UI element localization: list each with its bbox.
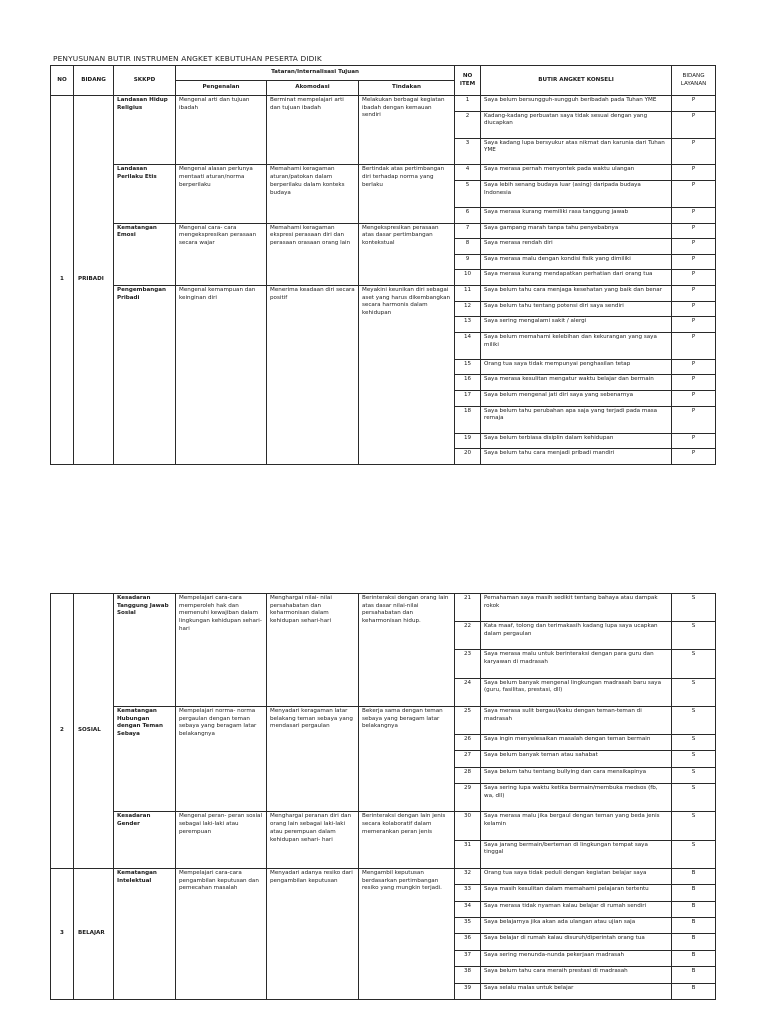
akomodasi-cell: Memahami keragaman ekspresi perasaan diri dan perasaan orasaan orang lain [267,223,359,286]
item-layanan: P [672,181,716,208]
table-row [51,868,716,884]
skkpd-cell: Pengembangan Pribadi [114,286,176,465]
tindakan-cell: Mengambil keputusan berdasarkan pertimbangan resiko yang mungkin terjadi. [359,868,455,999]
item-layanan: P [672,286,716,302]
item-layanan: P [672,111,716,138]
item-number: 28 [455,767,481,783]
item-text: Saya belajarnya jika akan ada ulangan atau ujian saja [481,917,672,933]
item-number: 12 [455,301,481,317]
document-title: PENYUSUNAN BUTIR INSTRUMEN ANGKET KEBUTUHAN PESERTA DIDIK [53,54,322,63]
item-text: Saya belum tahu perubahan apa saja yang terjadi pada masa remaja [481,406,672,433]
item-number: 10 [455,270,481,286]
tindakan-cell: Mengekspresikan perasaan atas dasar pertimbangan kontekstual [359,223,455,286]
section-number: 3 [51,868,74,999]
item-text: Saya belum tahu tentang potensi diri saya sendiri [481,301,672,317]
item-text: Saya kadang lupa bersyukur atas nikmat dan karunia dari Tuhan YME [481,138,672,165]
header-no-item: NO ITEM [455,66,481,96]
akomodasi-cell: Menghargai peranan diri dan orang lain sebagai laki-laki atau perempuan dalam kehidupan sehari- hari [267,812,359,868]
item-number: 39 [455,983,481,999]
pengenalan-cell: Mengenal peran- peran sosial sebagai laki-laki atau perempuan [176,812,267,868]
item-layanan: B [672,934,716,950]
item-text: Saya belum tahu cara menjaga kesehatan yang baik dan benar [481,286,672,302]
item-layanan: S [672,678,716,706]
table-row [51,706,716,734]
item-text: Saya lebih senang budaya luar (asing) daripada budaya Indonesia [481,181,672,208]
item-number: 18 [455,406,481,433]
skkpd-cell: Kematangan Intelektual [114,868,176,999]
item-text: Saya merasa kurang mendapatkan perhatian dari orang tua [481,270,672,286]
skkpd-cell: Landasan Hidup Religius [114,96,176,165]
item-layanan: P [672,301,716,317]
akomodasi-cell: Memahami keragaman aturan/patokan dalam berperilaku dalam konteks budaya [267,165,359,223]
pengenalan-cell: Mempelajari cara-cara memperoleh hak dan memenuhi kewajiban dalam lingkungan kehidupan sehari-hari [176,594,267,707]
item-layanan: S [672,784,716,812]
item-number: 25 [455,706,481,734]
skkpd-cell: Kesadaran Gender [114,812,176,868]
pengenalan-cell: Mengenal alasan perlunya mentaati aturan/norma berperilaku [176,165,267,223]
item-text: Kadang-kadang perbuatan saya tidak sesuai dengan yang diucapkan [481,111,672,138]
item-number: 23 [455,650,481,678]
header-bidang: BIDANG [74,66,114,96]
item-text: Saya jarang bermain/berteman di lingkungan tempat saya tinggal [481,840,672,868]
item-number: 17 [455,391,481,407]
item-layanan: S [672,812,716,840]
item-layanan: P [672,359,716,375]
item-text: Saya sering lupa waktu ketika bermain/membuka medsos (fb, wa, dll) [481,784,672,812]
item-text: Saya belum bersungguh-sungguh beribadah pada Tuhan YME [481,96,672,112]
pengenalan-cell: Mempelajari cara-cara pengambilan keputusan dan pemecahan masalah [176,868,267,999]
item-number: 15 [455,359,481,375]
item-layanan: S [672,767,716,783]
item-layanan: P [672,254,716,270]
item-text: Saya merasa malu dengan kondisi fisik yang dimiliki [481,254,672,270]
header-pengenalan: Pengenalan [176,81,267,96]
item-text: Saya belum banyak mengenal lingkungan madrasah baru saya (guru, fasilitas, prestasi, dll) [481,678,672,706]
item-number: 24 [455,678,481,706]
item-number: 5 [455,181,481,208]
skkpd-cell: Kesadaran Tanggung Jawab Sosial [114,594,176,707]
item-layanan: S [672,735,716,751]
skkpd-cell: Landasan Perilaku Etis [114,165,176,223]
item-number: 22 [455,622,481,650]
akomodasi-cell: Menghargai nilai- nilai persahabatan dan keharmonisan dalam kehidupan sehari-hari [267,594,359,707]
akomodasi-cell: Menyadari keragaman latar belakang teman sebaya yang mendasari pergaulan [267,706,359,812]
tindakan-cell: Bertindak atas pertimbangan diri terhadap norma yang berlaku [359,165,455,223]
item-number: 11 [455,286,481,302]
item-number: 1 [455,96,481,112]
item-layanan: P [672,317,716,333]
item-text: Saya ingin menyelesaikan masalah dengan teman bermain [481,735,672,751]
table-row [51,96,716,112]
instrument-table-page-1 [50,65,716,465]
item-layanan: S [672,751,716,767]
item-text: Kata maaf, tolong dan terimakasih kadang lupa saya ucapkan dalam pergaulan [481,622,672,650]
item-layanan: P [672,207,716,223]
item-number: 6 [455,207,481,223]
item-number: 16 [455,375,481,391]
item-layanan: P [672,223,716,239]
table-row [51,594,716,622]
item-layanan: P [672,406,716,433]
item-text: Saya belum tahu tentang bullying dan cara mensikapinya [481,767,672,783]
item-text: Saya belum tahu cara menjadi pribadi mandiri [481,449,672,465]
item-layanan: P [672,375,716,391]
header-no: NO [51,66,74,96]
item-text: Saya belum banyak teman atau sahabat [481,751,672,767]
skkpd-cell: Kematangan Hubungan dengan Teman Sebaya [114,706,176,812]
item-text: Saya selalu malas untuk belajar [481,983,672,999]
tindakan-cell: Berinteraksi dengan orang lain atas dasar nilai-nilai persahabatan dan keharmonisan hidup. [359,594,455,707]
header-tindakan: Tindakan [359,81,455,96]
item-number: 4 [455,165,481,181]
item-text: Saya belum memahami kelebihan dan kekurangan yang saya miliki [481,332,672,359]
item-number: 21 [455,594,481,622]
item-text: Saya merasa kurang memiliki rasa tanggung jawab [481,207,672,223]
item-text: Saya merasa sulit bergaul/kaku dengan teman-teman di madrasah [481,706,672,734]
item-layanan: B [672,885,716,901]
item-text: Saya merasa kesulitan mengatur waktu belajar dan bermain [481,375,672,391]
item-text: Saya merasa pernah menyontek pada waktu ulangan [481,165,672,181]
item-text: Saya sering menunda-nunda pekerjaan madrasah [481,950,672,966]
item-layanan: B [672,967,716,983]
item-layanan: P [672,165,716,181]
item-text: Pemahaman saya masih sedikit tentang bahaya atau dampak rokok [481,594,672,622]
item-layanan: S [672,594,716,622]
item-text: Saya gampang marah tanpa tahu penyebabnya [481,223,672,239]
item-text: Saya merasa malu jika bergaul dengan teman yang beda jenis kelamin [481,812,672,840]
item-number: 14 [455,332,481,359]
akomodasi-cell: Berminat mempelajari arti dan tujuan ibadah [267,96,359,165]
item-layanan: S [672,706,716,734]
item-layanan: P [672,270,716,286]
item-number: 7 [455,223,481,239]
section-bidang: BELAJAR [74,868,114,999]
table-row [51,223,716,239]
item-text: Saya merasa tidak nyaman kalau belajar di rumah sendiri [481,901,672,917]
item-layanan: S [672,650,716,678]
item-number: 31 [455,840,481,868]
item-number: 26 [455,735,481,751]
tindakan-cell: Bekerja sama dengan teman sebaya yang beragam latar belakangnya [359,706,455,812]
item-text: Orang tua saya tidak mempunyai penghasilan tetap [481,359,672,375]
item-number: 37 [455,950,481,966]
header-skkpd: SKKPD [114,66,176,96]
pengenalan-cell: Mempelajari norma- norma pergaulan dengan teman sebaya yang beragam latar belakangnya [176,706,267,812]
item-layanan: B [672,917,716,933]
item-layanan: P [672,239,716,255]
section-bidang: SOSIAL [74,594,114,869]
item-layanan: B [672,868,716,884]
item-number: 30 [455,812,481,840]
instrument-table-page-2 [50,593,716,1000]
item-number: 9 [455,254,481,270]
item-number: 33 [455,885,481,901]
item-text: Saya merasa rendah diri [481,239,672,255]
item-layanan: B [672,983,716,999]
item-number: 38 [455,967,481,983]
tindakan-cell: Melakukan berbagai kegiatan ibadah dengan kemauan sendiri [359,96,455,165]
pengenalan-cell: Mengenal kemampuan dan keinginan diri [176,286,267,465]
item-layanan: B [672,950,716,966]
header-tataran: Tataran/Internalisasi Tujuan [176,66,455,81]
item-text: Saya belajar di rumah kalau disuruh/diperintah orang tua [481,934,672,950]
item-number: 2 [455,111,481,138]
header-bidang-layanan: BIDANG LAYANAN [672,66,716,96]
item-text: Orang tua saya tidak peduli dengan kegiatan belajar saya [481,868,672,884]
header-akomodasi: Akomodasi [267,81,359,96]
item-number: 32 [455,868,481,884]
item-layanan: P [672,391,716,407]
item-layanan: P [672,96,716,112]
item-text: Saya belum terbiasa disiplin dalam kehidupan [481,433,672,449]
item-text: Saya belum mengenal jati diri saya yang sebenarnya [481,391,672,407]
item-text: Saya masih kesulitan dalam memahami pelajaran tertentu [481,885,672,901]
item-number: 20 [455,449,481,465]
item-number: 3 [455,138,481,165]
section-bidang: PRIBADI [74,96,114,465]
item-text: Saya sering mengalami sakit / alergi [481,317,672,333]
table-row [51,812,716,840]
item-number: 34 [455,901,481,917]
item-layanan: P [672,138,716,165]
item-number: 35 [455,917,481,933]
item-number: 8 [455,239,481,255]
item-layanan: P [672,433,716,449]
skkpd-cell: Kematangan Emosi [114,223,176,286]
item-text: Saya merasa malu untuk berinteraksi dengan para guru dan karyawan di madrasah [481,650,672,678]
item-layanan: B [672,901,716,917]
section-number: 1 [51,96,74,465]
item-layanan: S [672,622,716,650]
item-number: 19 [455,433,481,449]
akomodasi-cell: Menyadari adanya resiko dari pengambilan keputusan [267,868,359,999]
item-layanan: P [672,449,716,465]
pengenalan-cell: Mengenal arti dan tujuan ibadah [176,96,267,165]
item-layanan: S [672,840,716,868]
akomodasi-cell: Menerima keadaan diri secara positif [267,286,359,465]
pengenalan-cell: Mengenal cara- cara mengekspresikan perasaan secara wajar [176,223,267,286]
section-number: 2 [51,594,74,869]
item-number: 36 [455,934,481,950]
header-butir: BUTIR ANGKET KONSELI [481,66,672,96]
tindakan-cell: Meyakini keunikan diri sebagai aset yang harus dikembangkan secara harmonis dalam kehidupan [359,286,455,465]
table-row [51,165,716,181]
item-number: 13 [455,317,481,333]
item-layanan: P [672,332,716,359]
item-text: Saya belum tahu cara meraih prestasi di madrasah [481,967,672,983]
tindakan-cell: Berinteraksi dengan lain jenis secara kolaboratif dalam memerankan peran jenis [359,812,455,868]
item-number: 27 [455,751,481,767]
item-number: 29 [455,784,481,812]
table-row [51,286,716,302]
